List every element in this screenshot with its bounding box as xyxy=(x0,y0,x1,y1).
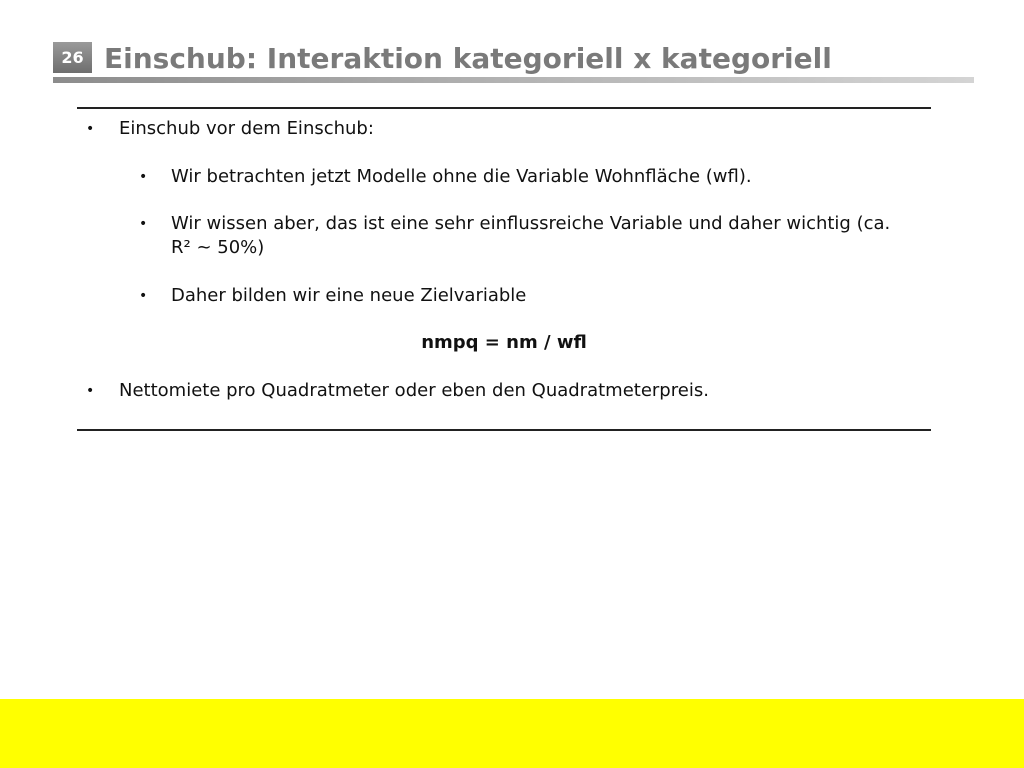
slide-title: Einschub: Interaktion kategoriell x kategoriell xyxy=(104,42,832,75)
bullet-marker: • xyxy=(86,121,95,137)
bullet-marker: • xyxy=(139,288,148,304)
bullet-item-3 xyxy=(139,212,891,260)
bullet-text: Daher bilden wir eine neue Zielvariable xyxy=(171,285,527,306)
bullet-text: Wir wissen aber, das ist eine sehr einflussreiche Variable und daher wichtig (ca. R² ~ 50%) xyxy=(171,213,891,258)
title-underline xyxy=(53,77,974,83)
footer-band xyxy=(0,699,1024,768)
bullet-marker: • xyxy=(139,216,148,232)
bullet-text: Wir betrachten jetzt Modelle ohne die Variable Wohnfläche (wfl). xyxy=(171,166,752,187)
slide-number: 26 xyxy=(53,42,92,73)
bullet-item-1 xyxy=(86,117,919,141)
bullet-marker: • xyxy=(139,169,148,185)
bullet-marker: • xyxy=(86,383,95,399)
bullet-item-5 xyxy=(86,379,919,403)
bullet-text: Nettomiete pro Quadratmeter oder eben den Quadratmeterpreis. xyxy=(119,380,709,401)
bullet-item-4 xyxy=(139,284,891,308)
bullet-item-2 xyxy=(139,165,891,189)
content-top-rule xyxy=(77,107,931,109)
content-bottom-rule xyxy=(77,429,931,431)
bullet-text: Einschub vor dem Einschub: xyxy=(119,118,374,139)
formula: nmpq = nm / wfl xyxy=(421,332,587,353)
